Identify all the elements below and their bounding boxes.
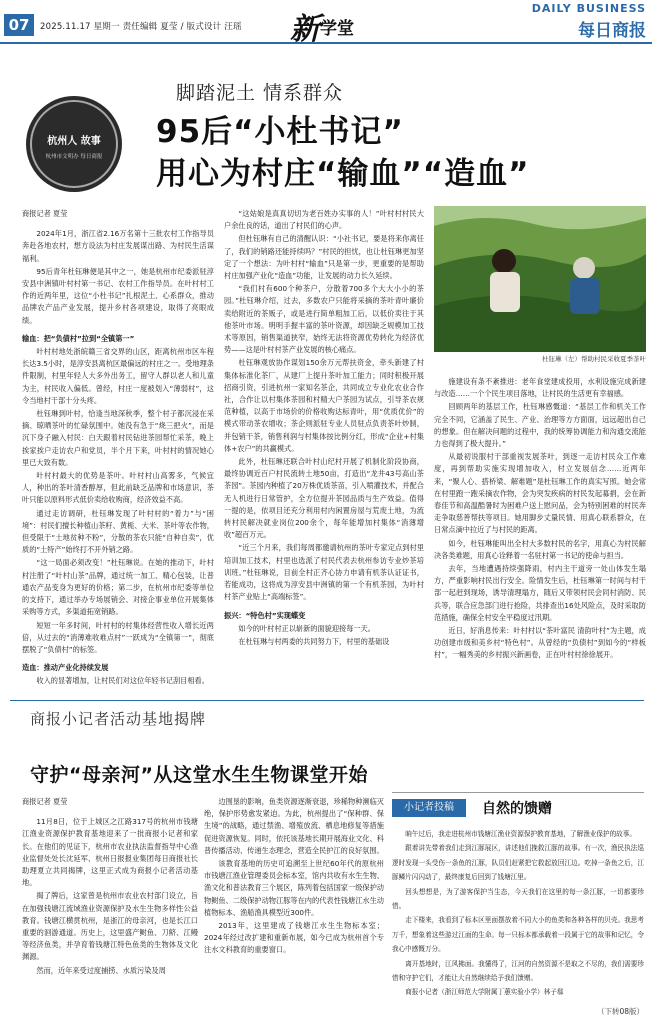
paragraph: 但杜钰琳有自己的清醒认识：“小社书记，要是将来你离任了，我们的销路还能持续吗？”村民的担忧，也让杜钰琳更加坚定了一个想法：为叶村村“输血”只是第一步，更重要的是帮助村庄加强产业化“造血”功能，让发展的动力长久延续。 bbox=[224, 234, 424, 281]
paragraph: 从最初说服村干部重视发展茶叶，到逐一走访村民众工作难度，再到帮助实施实现增加收入，村立发展信念……近两年来，“聚人心、搭桥梁、解难题”是杜钰琳工作的真实写照。她会常在村里跑一跑采摘农作物，会为突发疾病的村民发起募捐，会在新春佳节和高温酷暑时为困难户送上慰问品，会为特别困难的村民奔走争取慈善帮扶等项目。她用脚步丈量民情、用真心联系群众，在日常点滴中拉近了与村民的距离。 bbox=[434, 452, 646, 535]
paragraph: 2013年，这里建成了钱塘江水生生物标本室；2024年经过改扩建和重新布展，如今已成为杭州首个专注水文科教育的重要窗口。 bbox=[204, 921, 384, 955]
story1-column-1 bbox=[22, 208, 214, 688]
logo-subtext: 杭州市文明办 每日商报 bbox=[45, 154, 103, 160]
paper-name-cn: 每日商报 bbox=[578, 21, 646, 41]
story1-title-line1: 95后“小杜书记” bbox=[156, 114, 404, 150]
paragraph: 2024年1月，浙江省2.16万名第十三批农村工作指导员奔赴各地农村，想方设法为村庄发展谋出路、为村民生活谋福利。 bbox=[22, 229, 214, 263]
logo-text: 杭州人 故事 bbox=[47, 136, 101, 147]
box-title: 自然的馈赠 bbox=[482, 801, 552, 817]
paragraph: 叶村村最大的优势是茶叶。叶村村山高雾多，气候宜人，种出的茶叶清香醇厚，但此前缺乏品牌和市场意识，茶叶只能以原料形式低价卖给收购商，经济效益不高。 bbox=[22, 471, 214, 505]
paragraph: 施建设有条不紊推进：老年食堂建成投用，水利设施完成新建与改造……一个个民生项目落地，让村民的生活更有幸福感。 bbox=[434, 377, 646, 399]
paragraph: 杜钰琳观放协作谋划150余万元帮扶资金，牵头新建了村集体标准化茶厂，从建厂上提升茶叶加工能力；同时积极开展招商引资，引进杭州一家知名茶企，共同成立专业化农业合作社，合作让以村集体茶园和村精大户茶园为试点，引导茶农规范种植，以高于市场价的价格收购达标青叶，用“优质优价”的模式带动茶农增收；茶企则派驻专业人员驻点负责茶叶炒制，并包销干茶，销售利润与村集体按比例分红，形成“企业+村集体+农户”的共赢模式。 bbox=[224, 358, 424, 453]
section-divider bbox=[10, 700, 644, 701]
paragraph: 收入的显著增加，让村民们对这位年轻书记刮目相看。 bbox=[36, 676, 209, 686]
paragraph: “近三个月来，我们每周都邀请杭州的茶叶专家定点到村里培训加工技术，村里也选派了村民代表去杭州参访专业炒茶培训班。”杜钰琳说，目前全村正齐心协力申请有机茶认证证书，若能成功，这将成为淳安县中洲镇的第一个有机茶园，为叶村村茶产业贴上“高端标签”。 bbox=[224, 543, 424, 602]
paragraph: 边围垦的影响，鱼类资源逐渐衰退，珍稀物种濒临灭绝，保护形势愈发紧迫。为此，杭州提出了“保种群、保生境”的战略，通过禁渔、增殖放流、栖息地修复等措施促进资源恢复。同时，依托该基地长期开展海业文化、科普传播活动、传递生态理念，营造全民护江的良好氛围。 bbox=[204, 797, 384, 855]
photo-caption: 杜钰琳（左）帮助村民采收夏季茶叶 bbox=[542, 355, 646, 363]
byline: 商报记者 夏莹 bbox=[22, 209, 68, 218]
paragraph: 近日，好消息传来：叶村村以“茶叶富民 清韵叶村”为主题，成功创建市级和美乡村“特色村”。从曾经的“负债村”到如今的“样板村”，一幅秀美的乡村振兴新画卷，正在叶村村徐徐展开。 bbox=[434, 626, 646, 660]
box-tag: 小记者投稿 bbox=[392, 799, 466, 817]
paragraph: “这姑娘是真真切切为老百姓办实事的人！”叶村村村民大户余仕良的话，道出了村民们的心声。 bbox=[224, 209, 424, 231]
subheading: 振兴：“特色村”实现蝶变 bbox=[224, 610, 306, 620]
continued-note: （下转08版） bbox=[596, 1007, 644, 1016]
story2-title: 守护“母亲河”从这堂水生生物课堂开始 bbox=[30, 764, 368, 786]
story2-column-2 bbox=[204, 796, 384, 1022]
paragraph: 95后青年杜钰琳便是其中之一，她是杭州市纪委派驻淳安县中洲镇叶村村第一书记、农村工作指导员。在叶村村工作的近两年里，这位“小杜书记”扎根泥土、心系群众，推动品牌农产品产业发展，提升乡村各项建设，取得了亮眼成绩。 bbox=[22, 266, 214, 325]
byline-2: 商报记者 夏莹 bbox=[22, 797, 68, 806]
page-number: 07 bbox=[4, 14, 34, 36]
tea-field-photo bbox=[434, 206, 646, 352]
story1-title-line2: 用心为村庄“输血”“造血” bbox=[156, 156, 530, 192]
story2-column-1 bbox=[22, 796, 198, 1022]
paragraph: 叶村村地处浙皖赣三省交界的山区，距离杭州市区车程长达3.5小时，是淳安县离杭区最偏远的村庄之一。受地理条件限制，村里年轻人大多外出务工，留守人群以老人和儿童为主，村民收入偏低。曾经，村庄一度被划入“薄弱村”，这令当地村干部十分头疼。 bbox=[22, 347, 214, 405]
story2-kicker: 商报小记者活动基地揭牌 bbox=[30, 710, 207, 728]
section-brand-suffix: 学堂 bbox=[320, 19, 354, 39]
issue-meta: 2025.11.17 星期一 责任编辑 夏莹 / 版式设计 汪瑶 bbox=[40, 22, 242, 32]
paragraph: 走下楼来，我看到了标本区里面摆放着不同大小的鱼类和各种各样的贝壳。我思考万千，想象着这些游过江面的生命。每一只标本都承载着一段属于它的故事和记忆，令我心中感慨万分。 bbox=[392, 916, 644, 954]
paragraph: 短短一年多时间，叶村村的村集体经营性收入增长近两倍，从过去的“消薄难收难点村”一跃成为“全镇第一”，彻底摆脱了“负债村”的标签。 bbox=[22, 620, 214, 654]
paragraph: “这一局面必须改变！”杜钰琳说。在她的推动下，叶村村注册了“叶村山茶”品牌，通过统一加工、精心包装，让普通农产品变身为更好的价格；第二步，在杭州市纪委等单位的支持下，通过举办专场展销会、对接企事业单位开展集体采购等方式，多渠道拓宽销路。 bbox=[22, 558, 214, 617]
paragraph: 跟着讲先带着我们走到江豚展区，讲述他们挽救江豚的故事。有一次，渔民执法巡逻时发现一头受伤一条鱼的江豚，队员们赶紧把它救起放回江边。吃掉一条鱼之后，江豚鳞片闪闪动了，最终康复后回到了钱塘江里。 bbox=[392, 844, 644, 882]
paragraph: 如今，杜钰琳能叫出全村大多数村民的名字，用真心为村民解决各类难题，用真心诠释着一名驻村第一书记的使命与担当。 bbox=[434, 538, 646, 560]
story1-photo bbox=[434, 206, 646, 352]
page-header bbox=[0, 0, 652, 47]
box-body bbox=[392, 827, 644, 1000]
paragraph: 然而，近年来受过度捕捞、水质污染及周 bbox=[36, 965, 166, 975]
story1-kicker: 脚踏泥土 情系群众 bbox=[176, 82, 344, 104]
paragraph: 回顾两年的基层工作，杜钰琳感慨道：“基层工作和机关工作完全不同，它涵盖了民生、产业、治理等方方面面，远远超出自己的想象。但在解决问题的过程中，我的统筹协调能力和沟通交流能力也得到了极大提升。” bbox=[434, 402, 646, 449]
paragraph: 回头想想是，为了游客保护当生态，今天我们在这里的每一条江豚，一切都要珍惜。 bbox=[392, 887, 644, 911]
paragraph: 揭了牌后，这家曾是杭州市农业农村部门设立，旨在加强钱塘江流域渔业资源保护及水生生物多样性公益教育。钱塘江横贯杭州，是浙江的母亲河，也是长江口重要的洄游通道。历史上，这里盛产鲥鱼、刀鲚、江鳗等经济鱼类，并孕育着钱塘江特色鱼类的生物体及文化渊源。 bbox=[22, 891, 198, 962]
paragraph: 去年，当地遭遇持续强降雨，村内主干道旁一处山体发生塌方，严重影响村民出行安全。险情发生后，杜钰琳第一时间与村干部一起赶到现场，诱导清理塌方，随后又带领村民会同村消防、民兵等，联合应急部门进行抢险，共排查出16处风险点，及时采取防范措施，确保全村安全平稳度过汛期。 bbox=[434, 564, 646, 622]
student-contribution-box bbox=[392, 792, 644, 1022]
story1-column-3 bbox=[434, 376, 646, 688]
box-signature: 商报小记者（浙江师范大学附属丁蕙实验小学）林子郗 bbox=[405, 988, 564, 997]
subheading: 输血：把“负债村”拉到“全镇第一” bbox=[22, 333, 135, 343]
section-brand: 新 bbox=[290, 12, 320, 47]
paragraph: 11月8日，位于上城区之江路317号的杭州市钱塘江渔业资源保护教育基地迎来了一批商报小记者和家长。在他们的见证下，杭州市农业执法监督指导中心渔业监督处处长沈延军、杭州日报报业集团每日商报社长助理夏立共同揭牌，这里正式成为商报小记者活动基地。 bbox=[22, 817, 198, 888]
paragraph: 在杜钰琳与村两委的共同努力下，村里的基础设 bbox=[238, 636, 390, 646]
subheading: 造血：推动产业化持续发展 bbox=[22, 663, 109, 673]
paragraph: 通过走访调研，杜钰琳发现了叶村村的“着力”与“困境”：村民们擅长种植山茶籽、黄栀、大米、茶叶等农作物，但受限于“土地贫种不粉”，分散的茶农只能“自种自卖”，优质的“土特产”始终打不开外销之路。 bbox=[22, 508, 214, 555]
paragraph: 此外，杜钰琳还联合叶村山纪村开展了机制化阶段协商，最终协调近百户村民流转土地50亩，打造出“龙井43号高山茶茶园”。茶园内种植了20万株优质茶苗，引入喷灌技术，并配合无人机进行日常管护，全方位提升茶园品质与生产效益。值得一提的是，依项目还充分利用村内闲置房屋与荒废土地，为流转村民解决就业岗位200余个，每年能增加村集体“消薄增收”超百万元。 bbox=[224, 457, 424, 540]
story1-column-2 bbox=[224, 208, 424, 688]
paragraph: “我们村有600个种茶户，分散着700多个大大小小的茶园。”杜钰琳介绍，过去，多数农户只能将采摘的茶叶青叶廉价卖给附近的茶贩子，或是进行简单粗加工后，以低价卖往于其他茶叶市场。明明手握丰富的茶叶资源，却因缺乏规模加工技术等原因，销售渠道狭窄，始终无法将资源优势转化为经济优势——这是叶村村茶产业发展的核心痛点。 bbox=[224, 284, 424, 355]
column-logo bbox=[26, 96, 122, 192]
paragraph: 该教育基地的历史可追溯至上世纪60年代的原杭州市钱塘江渔业管理委员会标本室，馆内共收有水生生物、渔文化和普法教育三个展区，陈列着包括国家一级保护动物鲥鱼、二级保护动物江豚等在内的代表性钱塘江水生动植物标本、渔船渔具模型近300件。 bbox=[204, 859, 384, 917]
paragraph: 杜钰琳到叶村，恰逢当地深秋季，整个村子都沉浸在采摘、晾晒茶叶的忙碌氛围中。她没有急于“烧三把火”，而是沉下身子融入村民：白天跟着村民钻进茶园帮忙采茶，晚上挨家挨户走访农户和党员，半个月下来，叶村村的情况她心里已大致有数。 bbox=[22, 409, 214, 467]
paper-name-en: DAILY BUSINESS bbox=[531, 2, 646, 15]
paragraph: 如今的叶村村正以崭新的面貌迎接每一天。 bbox=[238, 623, 375, 633]
paragraph: 晌午过后，我走进杭州市钱塘江渔业资源保护教育基地，了解渔业保护的故事。 bbox=[405, 830, 636, 838]
paragraph: 离开基地时，江风拂面。我懂得了，江河的自然资源不是取之不尽的，我们需要珍惜和守护它们，才能让大自然继续给予我们馈赠。 bbox=[392, 959, 644, 983]
